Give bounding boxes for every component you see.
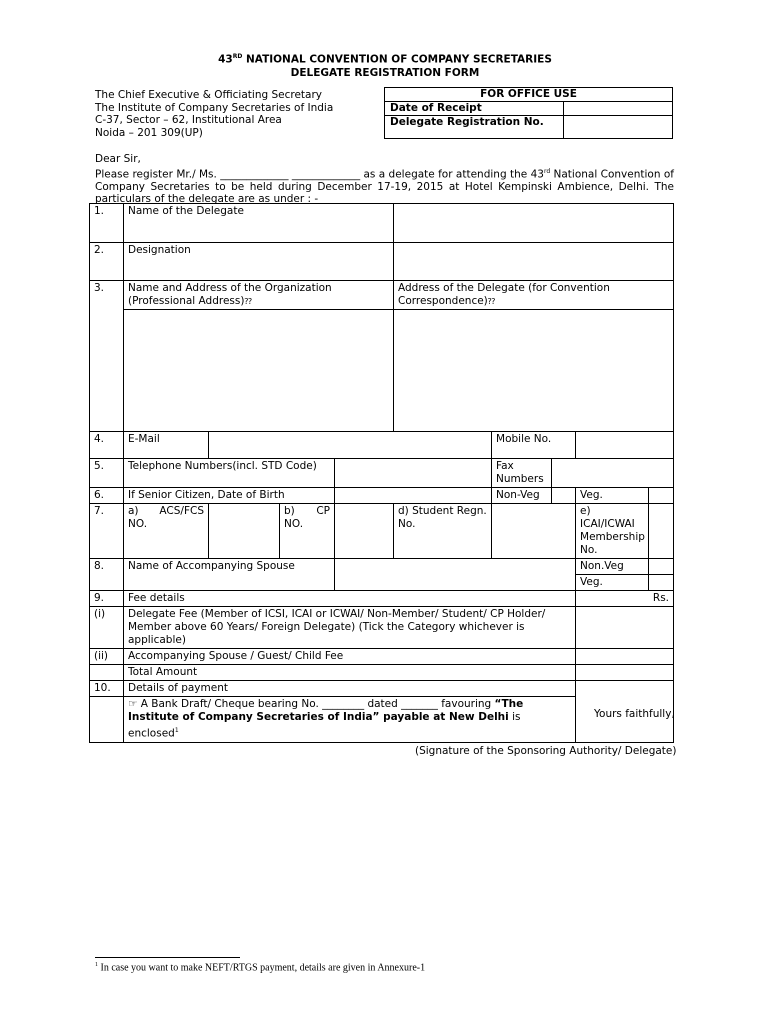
row-number: 3. [90, 281, 124, 432]
spouse-veg-label: Veg. [576, 575, 649, 591]
email-field[interactable] [209, 432, 492, 459]
spouse-name-label: Name of Accompanying Spouse [124, 559, 335, 591]
hand-pointer-icon: ☞ [128, 698, 138, 710]
cp-label: b) CP NO. [280, 504, 335, 559]
office-use-table [384, 87, 673, 139]
email-label: E-Mail [124, 432, 209, 459]
telephone-field[interactable] [335, 459, 492, 488]
delegate-address-text: Address of the Delegate (for Convention Correspondence) [398, 282, 610, 307]
row-number: 8. [90, 559, 124, 591]
delegate-reg-no-label: Delegate Registration No. [385, 116, 564, 139]
acs-fcs-label: a) ACS/FCS NO. [124, 504, 209, 559]
title-text: NATIONAL CONVENTION OF COMPANY SECRETARIES [242, 53, 552, 66]
payment-details-label: Details of payment [124, 681, 576, 697]
pointer-mark-icon: ⁇ [487, 297, 496, 306]
total-amount-field[interactable] [576, 665, 674, 681]
addressee-block [95, 89, 333, 139]
yours-faithfully: Yours faithfully, [594, 708, 675, 720]
footnote-ref: 1 [174, 727, 179, 734]
row-number: 10. [90, 681, 124, 697]
row-number: 1. [90, 204, 124, 243]
letter-text [95, 153, 674, 206]
address-line: C-37, Sector – 62, Institutional Area [95, 114, 282, 126]
student-regn-field[interactable] [492, 504, 576, 559]
payment-text-b: is enclosed [128, 711, 521, 740]
spouse-fee-label: Accompanying Spouse / Guest/ Child Fee [124, 649, 576, 665]
telephone-label: Telephone Numbers(incl. STD Code) [124, 459, 335, 488]
row-number: 2. [90, 243, 124, 281]
student-regn-label: d) Student Regn. No. [394, 504, 492, 559]
address-line: Noida – 201 309(UP) [95, 126, 203, 139]
letter-body-b: National Convention of Company Secretaries to be held during December 17-19, 2015 at Hotel Kempinski Ambience, Delhi. The particulars of the delegate are as under : - [95, 168, 674, 205]
delegate-address-label [394, 281, 674, 310]
acs-fcs-field[interactable] [209, 504, 280, 559]
organization-address-text: Name and Address of the Organization (Professional Address) [128, 282, 332, 307]
row-number: 9. [90, 591, 124, 607]
form-subtitle: DELEGATE REGISTRATION FORM [290, 66, 480, 79]
row-number: 7. [90, 504, 124, 559]
row-number: 4. [90, 432, 124, 459]
letter-body-sup: rd [543, 167, 551, 175]
row-number-empty [90, 697, 124, 743]
designation-label: Designation [124, 243, 394, 281]
nonveg-label: Non-Veg [492, 488, 552, 504]
mobile-field[interactable] [576, 432, 674, 459]
row-number: 5. [90, 459, 124, 488]
delegate-fee-amount[interactable] [576, 607, 674, 649]
organization-address-label [124, 281, 394, 310]
address-line: The Institute of Company Secretaries of India [95, 101, 334, 114]
nonveg-checkbox[interactable] [552, 488, 576, 504]
delegate-reg-no-field[interactable] [564, 116, 673, 139]
spouse-name-field[interactable] [335, 559, 576, 591]
icai-icwai-label: e) ICAI/ICWAI Membership No. [576, 504, 649, 559]
office-use-title: FOR OFFICE USE [385, 88, 673, 102]
cp-field[interactable] [335, 504, 394, 559]
title-superscript: RD [232, 53, 243, 60]
salutation: Dear Sir, [95, 153, 141, 165]
fax-field[interactable] [552, 459, 674, 488]
footnote-text: In case you want to make NEFT/RTGS payment, details are given in Annexure-1 [98, 962, 426, 974]
signature-caption: (Signature of the Sponsoring Authority/ Delegate) [415, 745, 677, 757]
spouse-nonveg-label: Non.Veg [576, 559, 649, 575]
delegate-fee-label: Delegate Fee (Member of ICSI, ICAI or ICWAI/ Non-Member/ Student/ CP Holder/ Member above 60 Years/ Foreign Delegate) (Tick the Category whichever is applicable) [124, 607, 576, 649]
form-title [0, 50, 770, 80]
icai-icwai-field[interactable] [649, 504, 674, 559]
mobile-label: Mobile No. [492, 432, 576, 459]
footnote [95, 962, 425, 973]
footnote-number: 1 [95, 962, 98, 968]
senior-citizen-label: If Senior Citizen, Date of Birth [124, 488, 335, 504]
organization-address-field[interactable] [124, 310, 394, 432]
address-line: The Chief Executive & Officiating Secretary [95, 89, 323, 101]
footnote-divider [95, 957, 240, 958]
designation-field[interactable] [394, 243, 674, 281]
pointer-mark-icon: ⁇ [244, 297, 252, 306]
title-number: 43 [218, 53, 233, 66]
fee-details-label: Fee details [124, 591, 576, 607]
row-number: (ii) [90, 649, 124, 665]
letter-body-a: Please register Mr./ Ms. _____________ _____________ as a delegate for attending the 43 [95, 168, 544, 180]
delegate-details-table [89, 203, 674, 743]
delegate-name-field[interactable] [394, 204, 674, 243]
senior-citizen-dob-field[interactable] [335, 488, 492, 504]
spouse-nonveg-checkbox[interactable] [649, 559, 674, 575]
payment-text-a: A Bank Draft/ Cheque bearing No. ________ dated _______ favouring [137, 698, 495, 710]
row-number: 6. [90, 488, 124, 504]
row-number-empty [90, 665, 124, 681]
payment-payee: “The Institute of Company Secretaries of India” payable at New Delhi [128, 698, 524, 723]
delegate-name-label: Name of the Delegate [124, 204, 394, 243]
date-of-receipt-label: Date of Receipt [385, 102, 564, 116]
rs-label: Rs. [576, 591, 674, 607]
spouse-veg-checkbox[interactable] [649, 575, 674, 591]
date-of-receipt-field[interactable] [564, 102, 673, 116]
row-number: (i) [90, 607, 124, 649]
total-amount-label: Total Amount [124, 665, 576, 681]
fax-label: Fax Numbers [492, 459, 552, 488]
delegate-address-field[interactable] [394, 310, 674, 432]
spouse-fee-amount[interactable] [576, 649, 674, 665]
payment-instruction [124, 697, 576, 743]
veg-checkbox[interactable] [649, 488, 674, 504]
veg-label: Veg. [576, 488, 649, 504]
letter-body [95, 166, 674, 206]
